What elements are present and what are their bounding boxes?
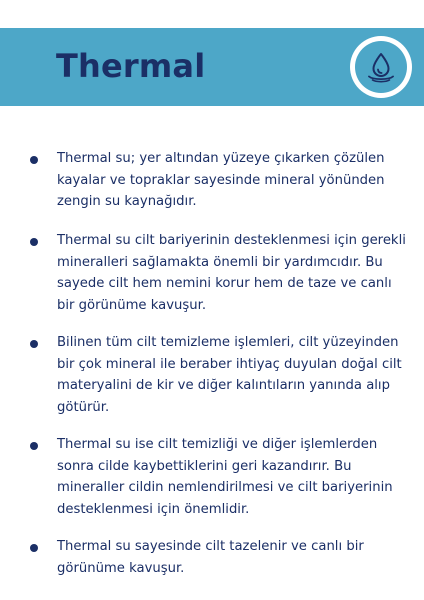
bullet-dot [30, 544, 38, 552]
bullet-text: Thermal su cilt bariyerinin desteklenmesi için gerekli mineralleri sağlamakta önemli bir yardımcıdır. Bu sayede cilt hem nemini korur hem de taze ve canlı bir görünüme kavuşur. [57, 233, 406, 313]
bullet-text: Thermal su sayesinde cilt tazelenir ve canlı bir görünüme kavuşur. [57, 539, 364, 576]
list-item [30, 230, 406, 316]
list-item [30, 536, 406, 579]
bullet-text: Thermal su ise cilt temizliği ve diğer işlemlerden sonra cilde kaybettiklerini geri kazandırır. Bu mineraller cildin nemlendirilmesi ve cilt bariyerinin desteklenmesi için önemlidir. [57, 437, 393, 517]
bullet-dot [30, 238, 38, 246]
bullet-text: Thermal su; yer altından yüzeye çıkarken çözülen kayalar ve topraklar sayesinde mineral yönünden zengin su kaynağıdır. [57, 151, 385, 209]
bullet-dot [30, 340, 38, 348]
list-item [30, 332, 406, 418]
page-title: Thermal [56, 47, 206, 85]
bullet-dot [30, 442, 38, 450]
bullet-dot [30, 156, 38, 164]
list-item [30, 148, 406, 213]
list-item [30, 434, 406, 520]
bullet-text: Bilinen tüm cilt temizleme işlemleri, cilt yüzeyinden bir çok mineral ile beraber ihtiyaç duyulan doğal cilt materyalini de kir ve diğer kalıntıların yanında alıp götürür. [57, 335, 402, 415]
